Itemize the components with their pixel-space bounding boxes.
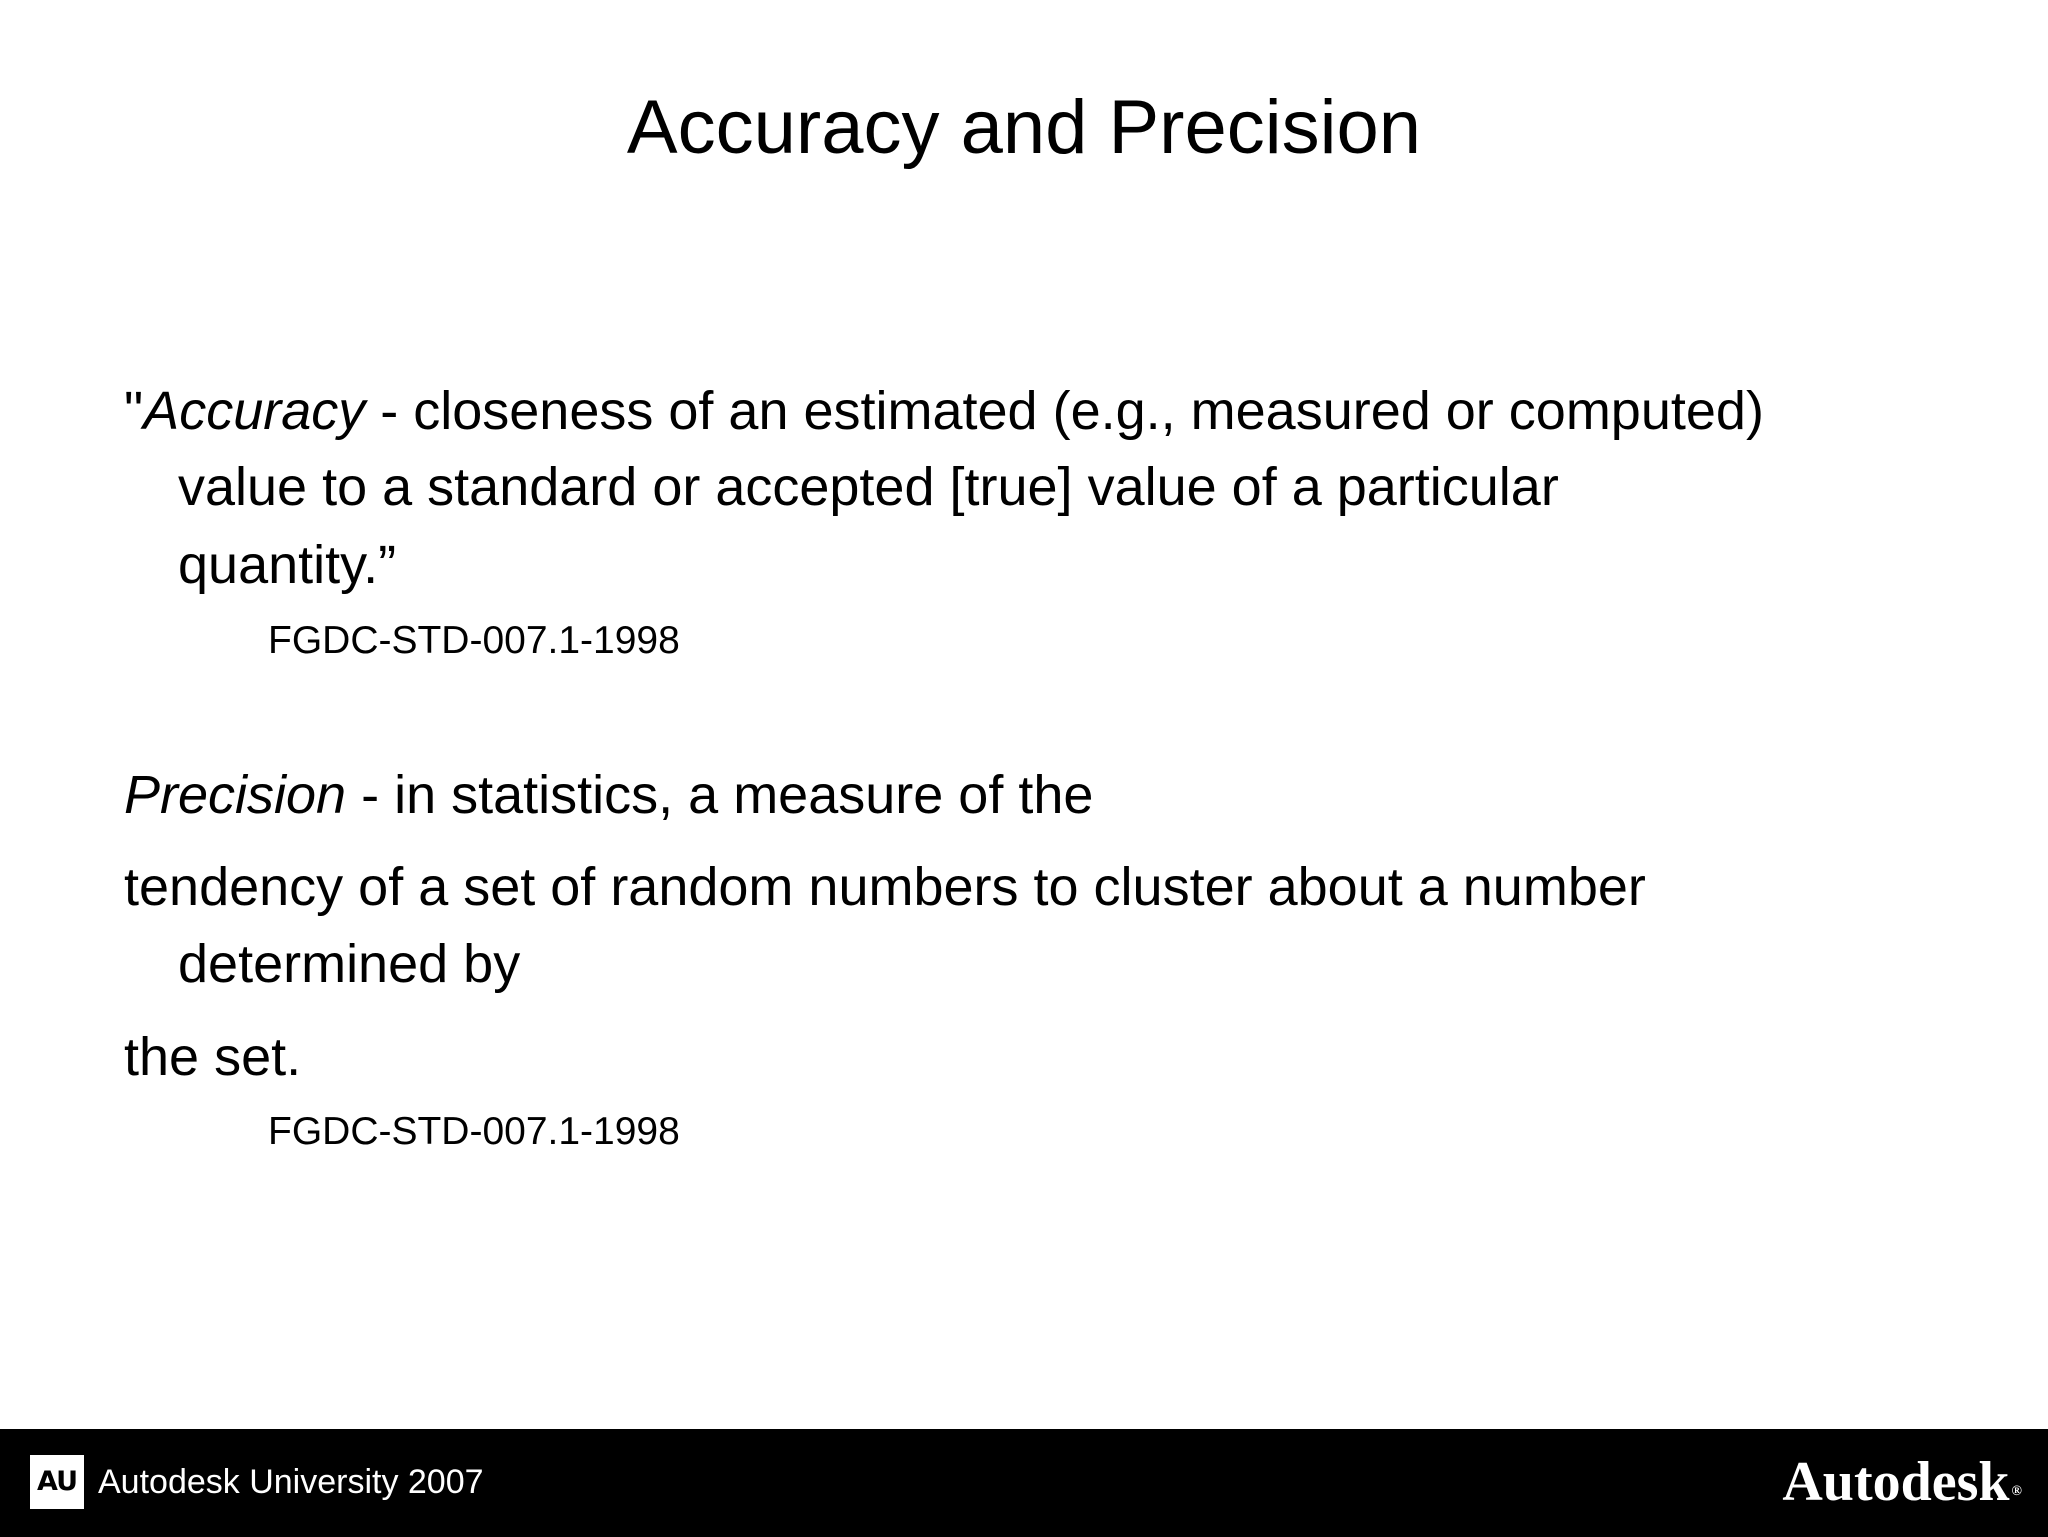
precision-line-3: determined by: [178, 934, 521, 994]
autodesk-logo: [1782, 1449, 2022, 1515]
accuracy-term: Accuracy: [143, 381, 366, 441]
au-logo: AU: [30, 1455, 84, 1509]
accuracy-line-1-text: - closeness of an estimated (e.g., measured or computed): [365, 381, 1764, 441]
precision-citation: FGDC-STD-007.1-1998: [268, 1110, 680, 1153]
precision-line-1: [124, 756, 1093, 834]
autodesk-logo-text: Autodesk: [1782, 1451, 2010, 1513]
accuracy-line-2: value to a standard or accepted [true] value of a particular: [178, 457, 1559, 517]
registered-mark: ®: [2011, 1484, 2022, 1499]
event-name: Autodesk University 2007: [98, 1463, 484, 1501]
precision-line-4: the set.: [124, 1027, 302, 1087]
precision-line-1-text: - in statistics, a measure of the: [346, 765, 1094, 825]
accuracy-citation: FGDC-STD-007.1-1998: [268, 619, 680, 662]
precision-term: Precision: [124, 765, 347, 825]
precision-line-2: tendency of a set of random numbers to cluster about a number: [124, 857, 1646, 917]
accuracy-line-1: [124, 372, 1764, 450]
slide-title: Accuracy and Precision: [626, 85, 1422, 170]
footer-bar: [0, 1429, 2048, 1537]
accuracy-line-3: quantity.”: [178, 535, 397, 595]
accuracy-quote-open: ": [124, 381, 144, 441]
